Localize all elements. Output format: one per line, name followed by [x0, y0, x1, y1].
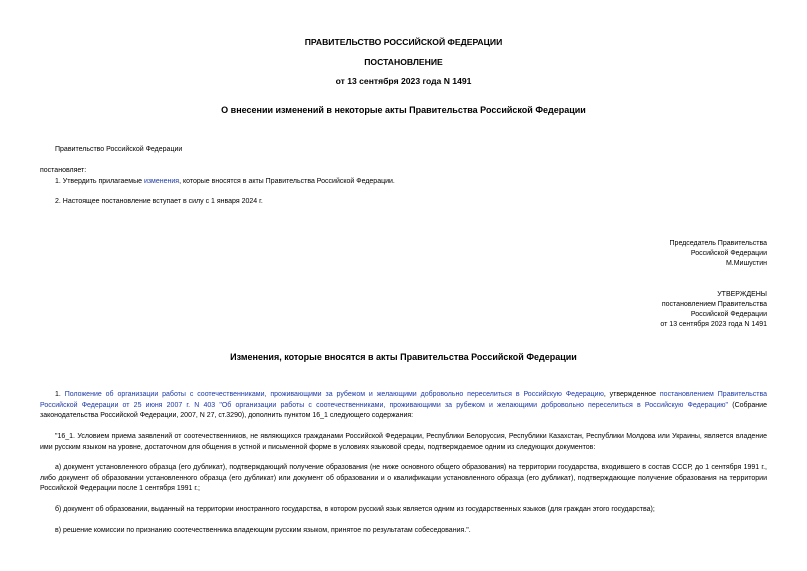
- item-1-prefix: 1. Утвердить прилагаемые: [55, 178, 144, 185]
- annex-paragraph-a: а) документ установленного образца (его дубликат), подтверждающий получение образования (не ниже основного общего образования) на территории государства, входившего в состав СССР, до 1 сентября 1991 г., либо документ об образовании установленного образца (его дубликат) или документ об образовании и о квалификации установленного образца (его дубликат), подтверждающие получение образования на территории Российской Федерации после 1 сентября 1991 г.;: [40, 464, 767, 492]
- p1-number: 1.: [55, 391, 65, 398]
- government-heading: ПРАВИТЕЛЬСТВО РОССИЙСКОЙ ФЕДЕРАЦИИ: [304, 37, 503, 47]
- annex-paragraph-c: в) решение комиссии по признанию соотечественника владеющим русским языком, принятое по результатам собеседования.".: [55, 527, 471, 534]
- issuer-text: Правительство Российской Федерации: [55, 146, 183, 153]
- annex-title: Изменения, которые вносятся в акты Правительства Российской Федерации: [230, 352, 577, 362]
- item-1: [55, 178, 395, 185]
- p1-suffix: (Собрание законодательства Российской Федерации, 2007, N 27, ст.3290), дополнить пунктом 16_1 следующего содержания:: [40, 401, 767, 419]
- approved-date: от 13 сентября 2023 года N 1491: [660, 321, 767, 328]
- document-date-number: от 13 сентября 2023 года N 1491: [335, 76, 472, 86]
- decides-text: постановляет:: [40, 167, 87, 174]
- item-1-suffix: , которые вносятся в акты Правительства Российской Федерации.: [179, 178, 395, 185]
- document-type: ПОСТАНОВЛЕНИЕ: [364, 57, 443, 67]
- approved-country: Российской Федерации: [690, 311, 767, 318]
- annex-paragraph-2: "16_1. Условием приема заявлений от соотечественников, не являющихся гражданами Российской Федерации, Республики Белоруссия, Республики Казахстан, Республики Молдова или Украины, является владение ими русским языком на уровне, достаточном для общения в устной и письменной форме в условиях языковой среды, подтверждаемое одним из следующих документов:: [40, 433, 767, 451]
- approved-by: постановлением Правительства: [661, 301, 767, 308]
- approved-heading: УТВЕРЖДЕНЫ: [717, 291, 767, 298]
- item-2: 2. Настоящее постановление вступает в силу с 1 января 2024 г.: [55, 198, 263, 205]
- document-title: О внесении изменений в некоторые акты Правительства Российской Федерации: [221, 105, 586, 115]
- signature-position: Председатель Правительства: [669, 240, 767, 247]
- annex-paragraph-1: [40, 390, 767, 422]
- annex-paragraph-b: б) документ об образовании, выданный на территории иностранного государства, в котором русский язык является одним из государственных языков (для граждан этого государства);: [55, 506, 655, 513]
- changes-link[interactable]: изменения: [143, 178, 180, 185]
- signature-country: Российской Федерации: [690, 250, 767, 257]
- signature-name: М.Мишустин: [725, 260, 767, 267]
- p1-middle: , утвержденное: [603, 391, 660, 398]
- resolution-link[interactable]: постановлением Правительства Российской Федерации от 25 июня 2007 г. N 403 "Об организации работы с соотечественниками, проживающими за рубежом и желающими добровольно переселиться в Российскую Федерацию": [40, 391, 767, 409]
- regulation-link[interactable]: Положение об организации работы с соотечественниками, проживающими за рубежом и желающими добровольно переселиться в Российскую Федерацию: [64, 391, 604, 398]
